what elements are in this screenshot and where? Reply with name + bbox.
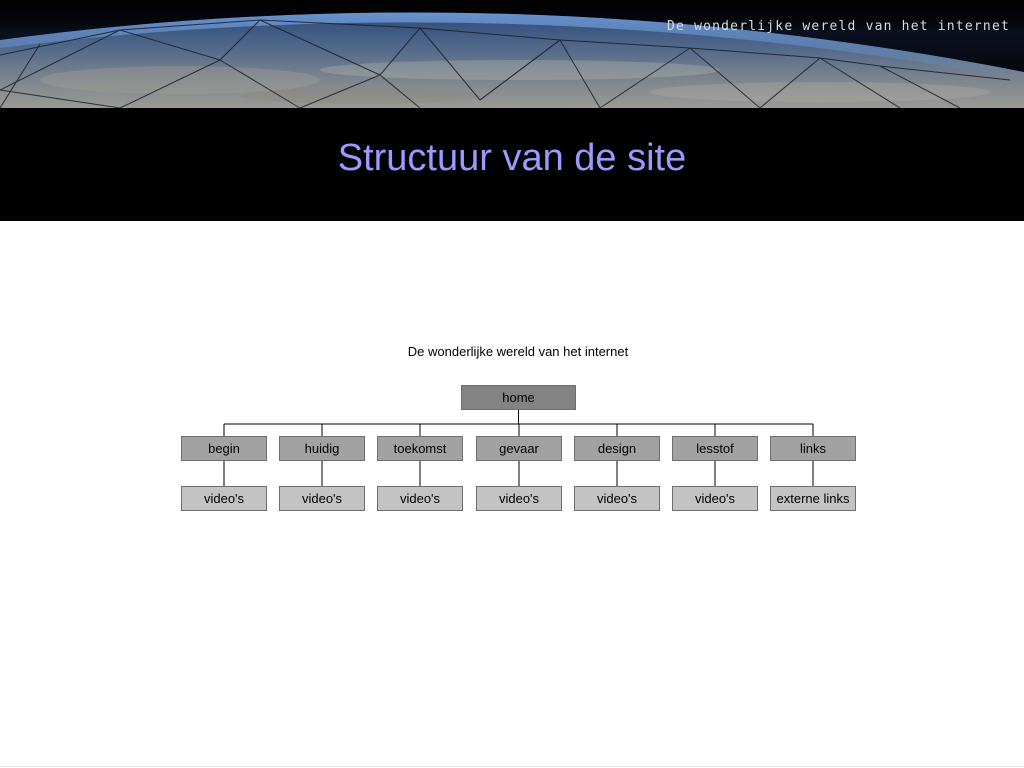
node-huidig-child: video's xyxy=(279,486,365,511)
slide-bottom-edge xyxy=(0,766,1024,767)
node-gevaar: gevaar xyxy=(476,436,562,461)
page-title: Structuur van de site xyxy=(337,137,687,179)
node-links: links xyxy=(770,436,856,461)
node-toekomst: toekomst xyxy=(377,436,463,461)
node-toekomst-child: video's xyxy=(377,486,463,511)
banner-tagline: De wonderlijke wereld van het internet xyxy=(666,19,1010,34)
node-lesstof: lesstof xyxy=(672,436,758,461)
node-gevaar-child: video's xyxy=(476,486,562,511)
node-design: design xyxy=(574,436,660,461)
node-huidig: huidig xyxy=(279,436,365,461)
node-home: home xyxy=(461,385,576,410)
node-begin-child: video's xyxy=(181,486,267,511)
node-lesstof-child: video's xyxy=(672,486,758,511)
diagram-title: De wonderlijke wereld van het internet xyxy=(407,344,629,359)
node-links-child: externe links xyxy=(770,486,856,511)
node-begin: begin xyxy=(181,436,267,461)
node-design-child: video's xyxy=(574,486,660,511)
